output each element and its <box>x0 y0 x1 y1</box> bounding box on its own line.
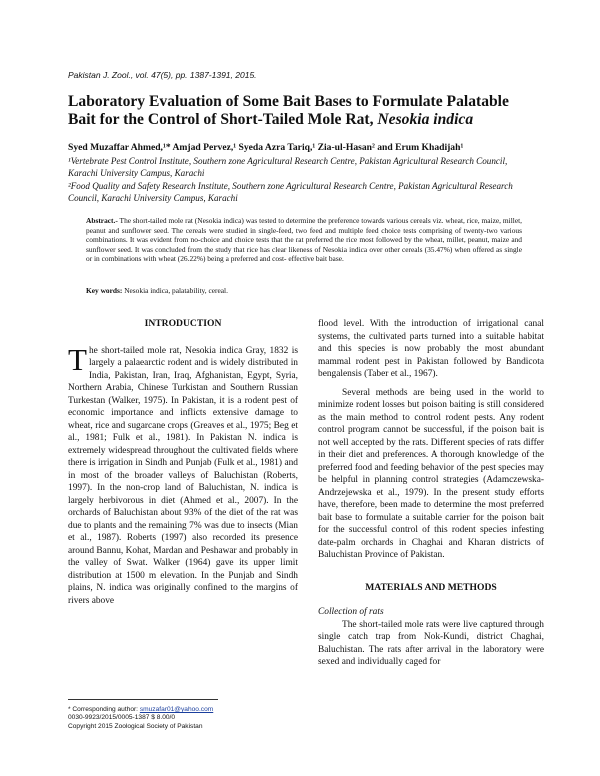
author-email-link[interactable]: smuzafar01@yahoo.com <box>139 706 214 713</box>
issn-line: 0030-9923/2015/0005-1387 $ 8.00/0 <box>68 714 176 722</box>
article-title <box>68 93 538 129</box>
corresponding-author <box>68 706 308 714</box>
copyright-line: Copyright 2015 Zoological Society of Pakistan <box>68 722 203 730</box>
intro-paragraph-1-text: he short-tailed mole rat, Nesokia indica Gray, 1832 is largely a palaearctic rodent and is widely distributed in India, Pakistan, Iran, Iraq, Afghanistan, Egypt, Syria, Northern Arabia, Chinese Turkistan and Southern Russian Turkestan (Walker, 1975). In Pakistan, it is a rodent pest of economic importance and inflicts extensive damage to wheat, rice and sugarcane crops (Greaves et al., 1975; Beg et al., 1981; Fulk et al., 1981). In Pakistan N. indica is extremely widespread throughout the cultivated fields where there is irrigation in Sindh and Punjab (Fulk et al., 1981) and in most of the broader valleys of Baluchistan (Roberts, 1997). In the non-crop land of Baluchistan, N. indica is largely herbivorous in diet (Ahmed et al., 2007). In the orchards of Baluchistan about 93% of the diet of the rat was due to plants and the remaining 7% was due to insects (Mian et al., 1987). Roberts (1997) also recorded its presence around Bannu, Kohat, Mardan and Peshawar and probably in the valley of Swat. Walker (1964) gave its upper limit distribution at 1500 m elevation. In the Punjab and Sindh plains, N. indica was originally confined to the margins of rivers above <box>68 345 298 606</box>
keywords <box>86 286 228 295</box>
footnote-block <box>68 699 308 731</box>
intro-paragraph-2: Several methods are being used in the world to minimize rodent losses but poison baiting is still considered as the main method to control rodent pests. Any rodent control program cannot be successful, if the poison bait is not well accepted by the rats. Different species of rats differ in their diet and preferences. A thorough knowledge of the preferred food and feeding behavior of the pest species may be helpful in planning control strategies (Adamczewska-Andrzejewska et al., 1979). In the present study efforts have, therefore, been made to determine the most preferred bait base to formulate a suitable carrier for the poison bait for the successful control of this rodent species infesting date-palm orchards in Chaghai and Kharan districts of Baluchistan Province of Pakistan. <box>318 387 544 560</box>
abstract <box>86 216 522 264</box>
corresponding-label: * Corresponding author: <box>68 706 140 713</box>
drop-cap: T <box>68 341 87 377</box>
author-list: Syed Muzaffar Ahmed,¹* Amjad Pervez,¹ Syeda Azra Tariq,¹ Zia-ul-Hasan² and Erum Khadijah¹ <box>68 142 464 153</box>
methods-paragraph-1: The short-tailed mole rats were live captured through single catch trap from Nok-Kundi, district Chaghai, Baluchistan. The rats after arrival in the laboratory were sexed and individually caged for <box>318 619 544 667</box>
footnote-rule <box>68 699 218 700</box>
right-column <box>318 318 544 669</box>
title-main: Laboratory Evaluation of Some Bait Bases to Formulate Palatable Bait for the Control of Short-Tailed Mole Rat, <box>68 93 509 128</box>
introduction-heading: INTRODUCTION <box>144 318 222 329</box>
title-species: Nesokia indica <box>377 111 474 128</box>
abstract-text: The short-tailed mole rat (Nesokia indica) was tested to determine the preference towards various cereals viz. wheat, rice, maize, millet, peanut and sunflower seed. The cereals were studied in single-feed, two feed and multiple feed choice tests comprising of twenty-two various combinations. It was evident from no-choice and choice tests that the rat preferred the rice most followed by the wheat, millet, peanut, maize and sunflower seed. It was concluded from the study that rice has clear likeness of Nesokia indica over other cereals (35.47%) when offered as single or in combinations with wheat (26.22%) being a preferred and cost- effective bait base. <box>86 216 522 264</box>
affiliation-2: ²Food Quality and Safety Research Institute, Southern zone Agricultural Research Centre, Pakistan Agricultural Research Council, Karachi University Campus, Karachi <box>68 181 513 203</box>
intro-paragraph-1 <box>68 341 298 608</box>
intro-paragraph-1-continued: flood level. With the introduction of irrigational canal systems, the cultivated parts turned into a suitable habitat and this species is now probably the most abundant mammal rodent pest in Pakistan followed by Bandicota bengalensis (Taber et al., 1967). <box>318 319 544 379</box>
methods-heading: MATERIALS AND METHODS <box>365 581 497 593</box>
keywords-label: Key words: <box>86 286 123 295</box>
abstract-label: Abstract.- <box>86 216 118 225</box>
collection-subheading: Collection of rats <box>318 607 384 617</box>
left-column <box>68 318 298 607</box>
journal-citation: Pakistan J. Zool., vol. 47(5), pp. 1387-1391, 2015. <box>68 70 257 80</box>
affiliation-1: ¹Vertebrate Pest Control Institute, Southern zone Agricultural Research Centre, Pakistan Agricultural Research Council, Karachi University Campus, Karachi <box>68 156 508 178</box>
keywords-text: Nesokia indica, palatability, cereal. <box>122 286 228 295</box>
